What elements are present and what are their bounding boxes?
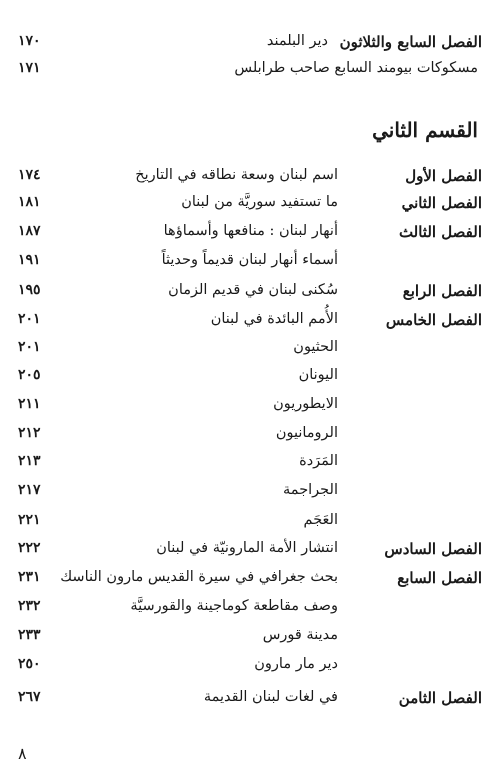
entry-title: بحث جغرافي في سيرة القديس مارون الناسك (60, 569, 338, 585)
page-ref: ٢٢١ (18, 512, 41, 528)
entry-title: اليونان (298, 367, 338, 383)
entry-title: في لغات لبنان القديمة (203, 689, 338, 705)
chapter-label: الفصل السابع والثلاثون (339, 33, 482, 51)
toc-row (0, 282, 500, 304)
entry-title: الايطوريون (273, 396, 338, 412)
toc-row (0, 569, 500, 591)
page-ref: ٢١١ (18, 396, 41, 412)
chapter-label: الفصل السابع (397, 569, 482, 587)
toc-row (0, 598, 500, 620)
entry-title: العَجَم (303, 512, 338, 528)
entry-title: اسم لبنان وسعة نطاقه في التاريخ (135, 167, 338, 183)
page-ref: ١٧٠ (18, 33, 41, 49)
toc-row (0, 252, 500, 274)
page-ref: ٢٢٢ (18, 540, 41, 556)
page-ref: ٢٠٥ (18, 367, 41, 383)
entry-title: دير البلمند (266, 33, 328, 49)
page-ref: ٢٣٣ (18, 627, 41, 643)
chapter-label: الفصل الثالث (398, 223, 482, 241)
page-ref: ١٧٤ (18, 167, 41, 183)
chapter-label: الفصل الخامس (385, 311, 482, 329)
entry-title: دير مار مارون (254, 656, 338, 672)
entry-title: الحثيون (293, 339, 338, 355)
toc-row (0, 689, 500, 711)
entry-title: أنهار لبنان : منافعها وأسماؤها (163, 223, 338, 239)
toc-row (0, 167, 500, 189)
entry-title: أسماء أنهار لبنان قديماً وحديثاً (161, 252, 338, 268)
page-ref: ٢١٢ (18, 425, 41, 441)
page-ref: ١٩٥ (18, 282, 41, 298)
page-ref: ١٩١ (18, 252, 41, 268)
toc-row (0, 453, 500, 475)
toc-row (0, 223, 500, 245)
entry-title: ما تستفيد سوريَّة من لبنان (181, 194, 338, 210)
entry-title: انتشار الأمة المارونيّة في لبنان (156, 540, 338, 556)
chapter-label: الفصل الرابع (402, 282, 482, 300)
toc-row (0, 540, 500, 562)
page-ref: ٢٣١ (18, 569, 41, 585)
page-ref: ٢١٣ (18, 453, 41, 469)
entry-title: الأُمم البائدة في لبنان (210, 311, 338, 327)
toc-row (0, 33, 500, 55)
toc-row (0, 60, 500, 82)
toc-row (0, 425, 500, 447)
page-ref: ٢٠١ (18, 311, 41, 327)
page-ref: ٢٣٢ (18, 598, 41, 614)
entry-title: مسكوكات بيومند السابع صاحب طرابلس (234, 60, 478, 76)
entry-title: وصف مقاطعة كوماجينة والقورسيَّة (130, 598, 338, 614)
toc-row (0, 512, 500, 534)
page-ref: ١٨٧ (18, 223, 41, 239)
toc-row (0, 367, 500, 389)
toc-row (0, 482, 500, 504)
toc-row (0, 627, 500, 649)
page-ref: ٢٥٠ (18, 656, 41, 672)
section-heading: القسم الثاني (372, 118, 478, 142)
entry-title: الجراجمة (283, 482, 338, 498)
entry-title: الرومانيون (275, 425, 338, 441)
toc-row (0, 194, 500, 216)
toc-row (0, 656, 500, 678)
page-ref: ٢٠١ (18, 339, 41, 355)
entry-title: سُكنى لبنان في قديم الزمان (168, 282, 338, 298)
entry-title: المَرَدة (299, 453, 338, 469)
page-ref: ١٨١ (18, 194, 41, 210)
toc-row (0, 339, 500, 361)
toc-row (0, 311, 500, 333)
chapter-label: الفصل الثاني (401, 194, 482, 212)
entry-title: مدينة قورس (262, 627, 338, 643)
page-number: ٨ (18, 744, 27, 763)
chapter-label: الفصل الثامن (398, 689, 482, 707)
page-ref: ٢١٧ (18, 482, 41, 498)
page-ref: ١٧١ (18, 60, 41, 76)
chapter-label: الفصل الأول (405, 167, 482, 185)
page-ref: ٢٦٧ (18, 689, 41, 705)
toc-row (0, 396, 500, 418)
chapter-label: الفصل السادس (384, 540, 482, 558)
